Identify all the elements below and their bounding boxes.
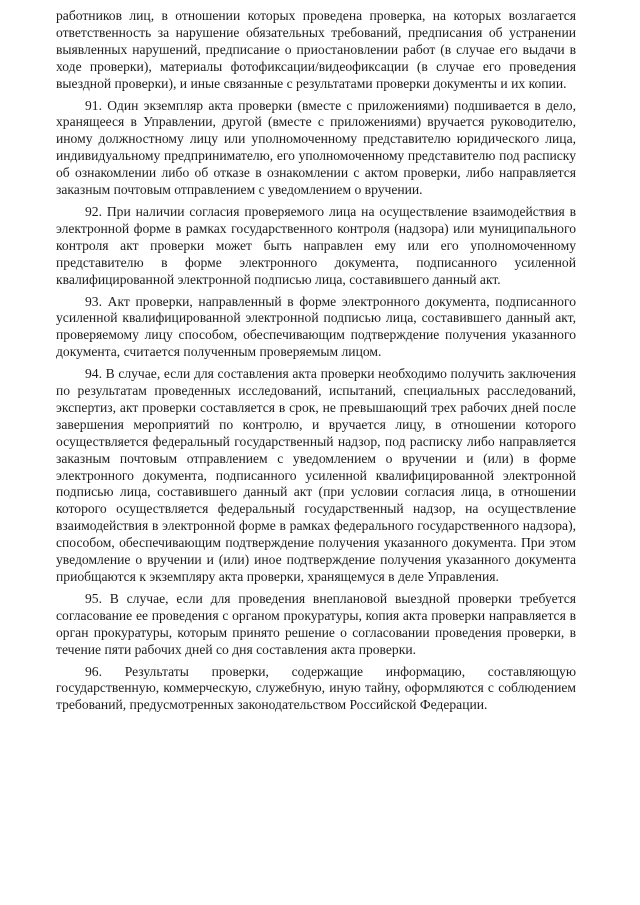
paragraph-93: 93. Акт проверки, направленный в форме электронного документа, подписанного усиленной квалифицированной электронной подписью лица, составившего данный акт, проверяемому лицу способом, обеспечивающим подтверждение получения указанного документа, считается полученным проверяемым лицом. <box>56 293 576 360</box>
paragraph-94: 94. В случае, если для составления акта проверки необходимо получить заключения по результатам проведенных исследований, испытаний, специальных расследований, экспертиз, акт проверки составляется в срок, не превышающий трех рабочих дней после завершения мероприятий по контролю, и вручается лицу, в отношении которого осуществляется федеральный государственный надзор, под расписку либо направляется заказным почтовым отправлением с уведомлением о вручении и (или) в форме электронного документа, подписанного усиленной квалифицированной электронной подписью лица, составившего данный акт (при условии согласия лица, в отношении которого осуществляется федеральный государственный надзор, на осуществление взаимодействия в электронной форме в рамках федерального государственного надзора), способом, обеспечивающим подтверждение получения указанного документа. При этом уведомление о вручении и (или) иное подтверждение получения указанного документа приобщаются к экземпляру акта проверки, хранящемуся в деле Управления. <box>56 366 576 584</box>
paragraph-92: 92. При наличии согласия проверяемого лица на осуществление взаимодействия в электронной форме в рамках государственного контроля (надзора) или муниципального контроля акт проверки может быть направлен ему или его уполномоченному представителю в форме электронного документа, подписанного усиленной квалифицированной электронной подписью лица, составившего данный акт. <box>56 203 576 287</box>
paragraph-91: 91. Один экземпляр акта проверки (вместе с приложениями) подшивается в дело, хранящееся в Управлении, другой (вместе с приложениями) вручается руководителю, иному должностному лицу или уполномоченному представителю юридического лица, индивидуальному предпринимателю, его уполномоченному представителю под расписку об ознакомлении либо об отказе в ознакомлении с актом проверки, либо направляется заказным почтовым отправлением с уведомлением о вручении. <box>56 97 576 198</box>
paragraph-96: 96. Результаты проверки, содержащие информацию, составляющую государственную, коммерческую, служебную, иную тайну, оформляются с соблюдением требований, предусмотренных законодательством Российской Федерации. <box>56 663 576 713</box>
paragraph-95: 95. В случае, если для проведения внеплановой выездной проверки требуется согласование ее проведения с органом прокуратуры, копия акта проверки направляется в орган прокуратуры, которым принято решение о согласовании проведения проверки, в течение пяти рабочих дней со дня составления акта проверки. <box>56 590 576 657</box>
paragraph-90-continuation: работников лиц, в отношении которых проведена проверка, на которых возлагается ответственность за нарушение обязательных требований, предписания об устранении выявленных нарушений, предписание о приостановлении работ (в случае его выдачи в ходе проверки), материалы фотофиксации/видеофиксации (в случае его проведения выездной проверки), и иные связанные с результатами проверки документы и их копии. <box>56 8 576 91</box>
